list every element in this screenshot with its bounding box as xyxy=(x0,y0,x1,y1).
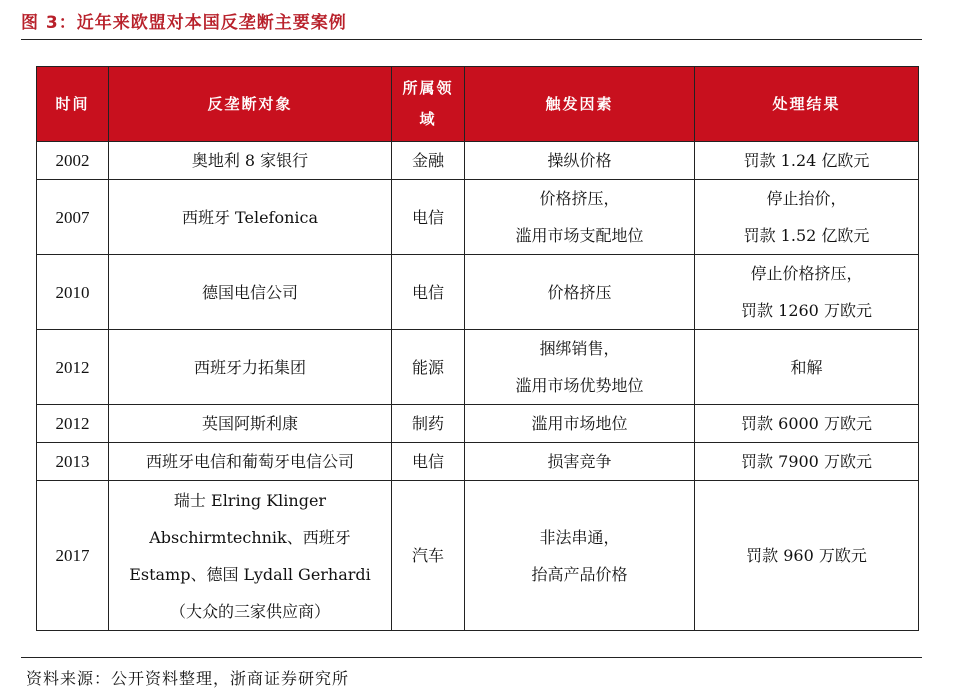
cell-field: 电信 xyxy=(392,255,465,330)
cell-trigger-line: 滥用市场优势地位 xyxy=(515,376,644,395)
cell-target xyxy=(109,481,392,631)
cell-target xyxy=(109,443,392,481)
cell-trigger-line: 捆绑销售， xyxy=(539,339,620,358)
table-row xyxy=(37,180,919,255)
cell-trigger xyxy=(465,180,695,255)
cell-trigger xyxy=(465,330,695,405)
cell-target-line: （大众的三家供应商） xyxy=(169,601,330,621)
cell-result xyxy=(695,142,919,180)
cell-result xyxy=(695,405,919,443)
cell-target-line: 西班牙力拓集团 xyxy=(193,357,306,377)
cell-result-line: 罚款 960 万欧元 xyxy=(746,546,867,565)
cell-target-line: 英国阿斯利康 xyxy=(201,414,298,433)
cell-result-line: 和解 xyxy=(790,357,823,377)
cell-year: 2007 xyxy=(37,180,109,255)
top-rule xyxy=(21,39,922,40)
cell-field: 电信 xyxy=(392,443,465,481)
cell-field: 汽车 xyxy=(392,481,465,631)
header-field-line: 所属领 xyxy=(402,79,454,97)
cell-field: 能源 xyxy=(392,330,465,405)
cell-field: 金融 xyxy=(392,142,465,180)
cell-target-line: Abschirmtechnik、西班牙 xyxy=(149,527,351,547)
cell-trigger-line: 操纵价格 xyxy=(547,151,612,170)
cell-result-line: 罚款 1.52 亿欧元 xyxy=(743,226,870,245)
cell-field: 电信 xyxy=(392,180,465,255)
cell-target-line: 瑞士 Elring Klinger xyxy=(173,490,327,510)
cell-trigger xyxy=(465,443,695,481)
cell-year: 2013 xyxy=(37,443,109,481)
cell-trigger-line: 抬高产品价格 xyxy=(531,564,628,584)
cell-year: 2010 xyxy=(37,255,109,330)
table-row xyxy=(37,330,919,405)
cell-target xyxy=(109,180,392,255)
cell-result-line: 停止抬价， xyxy=(766,189,847,208)
cell-target-line: 奥地利 8 家银行 xyxy=(191,151,309,170)
cell-result-line: 罚款 7900 万欧元 xyxy=(741,452,872,471)
cell-trigger xyxy=(465,405,695,443)
cell-trigger-line: 损害竞争 xyxy=(547,452,612,471)
cell-result xyxy=(695,180,919,255)
header-trigger: 触发因素 xyxy=(465,67,695,142)
cell-result xyxy=(695,443,919,481)
cell-target-line: Estamp、德国 Lydall Gerhardi xyxy=(129,564,371,584)
cell-trigger-line: 滥用市场地位 xyxy=(531,414,628,433)
cell-result-line: 罚款 1260 万欧元 xyxy=(741,301,872,320)
table-row xyxy=(37,481,919,631)
cell-target-line: 西班牙 Telefonica xyxy=(181,207,319,227)
cell-target xyxy=(109,330,392,405)
cell-result xyxy=(695,330,919,405)
header-field-line: 域 xyxy=(419,110,437,128)
table-header-row xyxy=(37,67,919,142)
cell-trigger-line: 非法串通， xyxy=(539,527,620,547)
header-time: 时间 xyxy=(37,67,109,142)
cell-year: 2002 xyxy=(37,142,109,180)
cell-target-line: 德国电信公司 xyxy=(201,282,298,302)
cell-result xyxy=(695,255,919,330)
header-field xyxy=(392,67,465,142)
cell-trigger-line: 滥用市场支配地位 xyxy=(515,226,644,245)
cell-target-line: 西班牙电信和葡萄牙电信公司 xyxy=(145,452,354,471)
cell-trigger-line: 价格挤压 xyxy=(547,282,612,302)
source-note: 资料来源：公开资料整理，浙商证券研究所 xyxy=(26,669,350,688)
cell-year: 2012 xyxy=(37,405,109,443)
cell-result xyxy=(695,481,919,631)
cell-year: 2012 xyxy=(37,330,109,405)
table-row xyxy=(37,405,919,443)
bottom-rule xyxy=(21,657,922,658)
cell-year: 2017 xyxy=(37,481,109,631)
table-row xyxy=(37,142,919,180)
cell-trigger xyxy=(465,255,695,330)
cell-field: 制药 xyxy=(392,405,465,443)
cell-trigger xyxy=(465,142,695,180)
table-row xyxy=(37,255,919,330)
cell-result-line: 罚款 6000 万欧元 xyxy=(741,414,872,433)
antitrust-cases-table xyxy=(36,66,919,631)
figure-title: 图 3：近年来欧盟对本国反垄断主要案例 xyxy=(21,13,347,33)
table-row xyxy=(37,443,919,481)
cell-target xyxy=(109,255,392,330)
cell-trigger-line: 价格挤压， xyxy=(539,189,620,208)
cell-trigger xyxy=(465,481,695,631)
header-target: 反垄断对象 xyxy=(109,67,392,142)
cell-target xyxy=(109,142,392,180)
cell-target xyxy=(109,405,392,443)
cell-result-line: 罚款 1.24 亿欧元 xyxy=(743,151,870,170)
cell-result-line: 停止价格挤压， xyxy=(750,264,863,283)
header-result: 处理结果 xyxy=(695,67,919,142)
